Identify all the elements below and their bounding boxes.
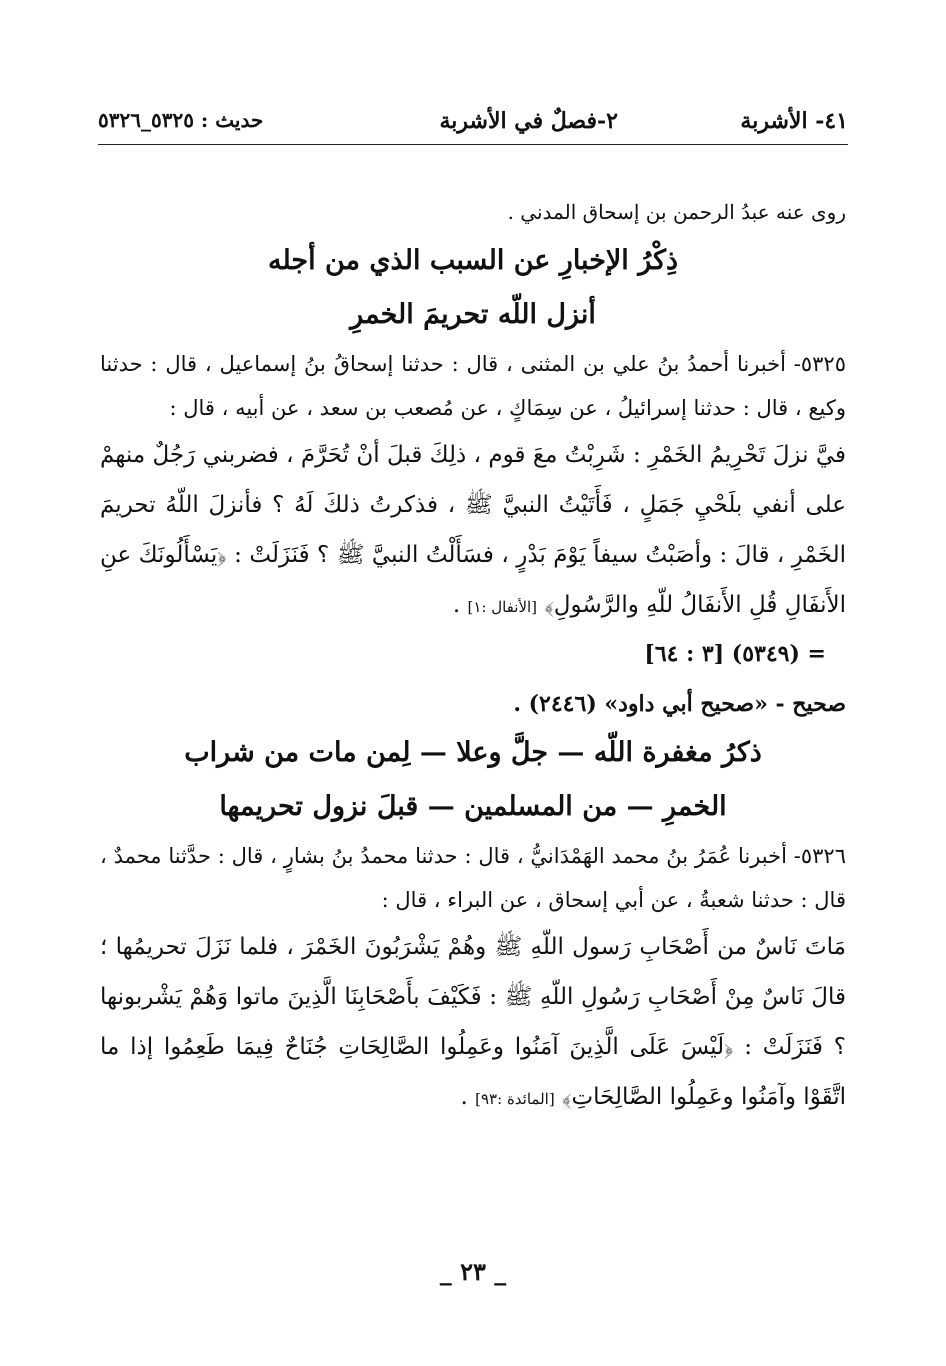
quran-source-anfal: [الأنفال :١] <box>467 598 538 616</box>
isnad-5325: ٥٣٢٥- أخبرنا أحمدُ بنُ علي بن المثنى ، قال : حدثنا إسحاقُ بنُ إسماعيل ، قال : حدثنا وكيع ، قال : حدثنا إسرائيلُ ، عن سِمَاكٍ ، عن مُصعب بن سعد ، عن أبيه ، قال : <box>100 352 846 420</box>
matn-5325-text: فيَّ نزلَ تَحْرِيمُ الخَمْرِ : شَرِبْتُ معَ قوم ، ذلِكَ قبلَ أنْ تُحَرَّمَ ، فضربني رَجُلٌ منهمْ على أنفي بلَحْيِ جَمَلٍ ، فَأَتَيْتُ النبيَّ ﷺ ، فذكرتُ ذلكَ لَهُ ؟ فأنزلَ اللّهُ تحريمَ الخَمْرِ ، قالَ : وأصَبْتُ سيفاً يَوْمَ بَدْرٍ ، فسَأَلْتُ النبيَّ ﷺ ؟ فَنَزَلَتْ : ﴿يَسْأَلُونَكَ عنِ الأَنفَالِ قُلِ الأَنفَالُ للّهِ والرَّسُولِ﴾ <box>100 442 846 618</box>
hadith-range: حديث : ٥٣٢٥_٥٣٢٦ <box>98 108 264 132</box>
page-number: _ ٢٣ _ <box>439 1257 507 1286</box>
section-heading-2b: الخمرِ — من المسلمين — قبلَ نزول تحريمها <box>219 791 727 822</box>
cross-reference: = (٥٣٤٩) [٣ : ٦٤] <box>644 641 826 667</box>
matn-5325: فيَّ نزلَ تَحْرِيمُ الخَمْرِ : شَرِبْتُ معَ قوم ، ذلِكَ قبلَ أنْ تُحَرَّمَ ، فضربني رَجُلٌ منهمْ على أنفي بلَحْيِ جَمَلٍ ، فَأَتَيْتُ النبيَّ ﷺ ، فذكرتُ ذلكَ لَهُ ؟ فأنزلَ اللّهُ تحريمَ الخَمْرِ ، قالَ : وأصَبْتُ سيفاً يَوْمَ بَدْرٍ ، فسَأَلْتُ النبيَّ ﷺ ؟ فَنَزَلَتْ : ﴿يَسْأَلُونَكَ عنِ الأَنفَالِ قُلِ الأَنفَالُ للّهِ والرَّسُولِ﴾ [الأنفال :١] . <box>100 442 846 618</box>
matn-5326-text: مَاتَ نَاسٌ من أَصْحَابِ رَسول اللّهِ ﷺ وهُمْ يَشْرَبُونَ الخَمْرَ ، فلما نَزَلَ تحريمُها ؛ قالَ نَاسٌ مِنْ أَصْحَابِ رَسُولِ اللّهِ ﷺ : فَكَيْفَ بأَصْحَابِنَا الَّذِينَ ماتوا وَهُمْ يَشْربونها ؟ فَنَزَلَتْ : ﴿لَيْسَ عَلَى الَّذِينَ آمَنُوا وعَمِلُوا الصَّالِحَاتِ جُنَاحٌ فِيمَا طَعِمُوا إذا ما اتَّقَوْا وآمَنُوا وعَمِلُوا الصَّالِحَاتِ﴾ <box>100 934 846 1110</box>
book-title: ٤١- الأشربة <box>740 108 848 134</box>
section-heading-1b: أنزل اللّه تحريمَ الخمرِ <box>350 299 596 330</box>
page-body <box>100 190 846 1124</box>
section-heading-2a: ذكرُ مغفرة اللّه — جلَّ وعلا — لِمن مات من شراب <box>184 737 762 768</box>
running-header <box>98 108 848 145</box>
section-heading-1a: ذِكْرُ الإخبارِ عن السبب الذي من أجله <box>268 245 678 276</box>
matn-5326: مَاتَ نَاسٌ من أَصْحَابِ رَسول اللّهِ ﷺ وهُمْ يَشْرَبُونَ الخَمْرَ ، فلما نَزَلَ تحريمُها ؛ قالَ نَاسٌ مِنْ أَصْحَابِ رَسُولِ اللّهِ ﷺ : فَكَيْفَ بأَصْحَابِنَا الَّذِينَ ماتوا وَهُمْ يَشْربونها ؟ فَنَزَلَتْ : ﴿لَيْسَ عَلَى الَّذِينَ آمَنُوا وعَمِلُوا الصَّالِحَاتِ جُنَاحٌ فِيمَا طَعِمُوا إذا ما اتَّقَوْا وآمَنُوا وعَمِلُوا الصَّالِحَاتِ﴾ [المائدة :٩٣] . <box>100 934 846 1110</box>
chapter-title: ٢-فصلٌ في الأشربة <box>439 108 618 134</box>
intro-line: روى عنه عبدُ الرحمن بن إسحاق المدني . <box>507 200 846 224</box>
grading: صحيح - «صحيح أبي داود» (٢٤٤٦) . <box>513 691 846 717</box>
quran-source-maida: [المائدة :٩٣] <box>475 1090 555 1108</box>
isnad-5326: ٥٣٢٦- أخبرنا عُمَرُ بنُ محمد الهَمْدَانيُّ ، قال : حدثنا محمدُ بنُ بشارٍ ، قال : حدَّثنا محمدٌ ، قال : حدثنا شعبةُ ، عن أبي إسحاق ، عن البراء ، قال : <box>100 844 846 912</box>
